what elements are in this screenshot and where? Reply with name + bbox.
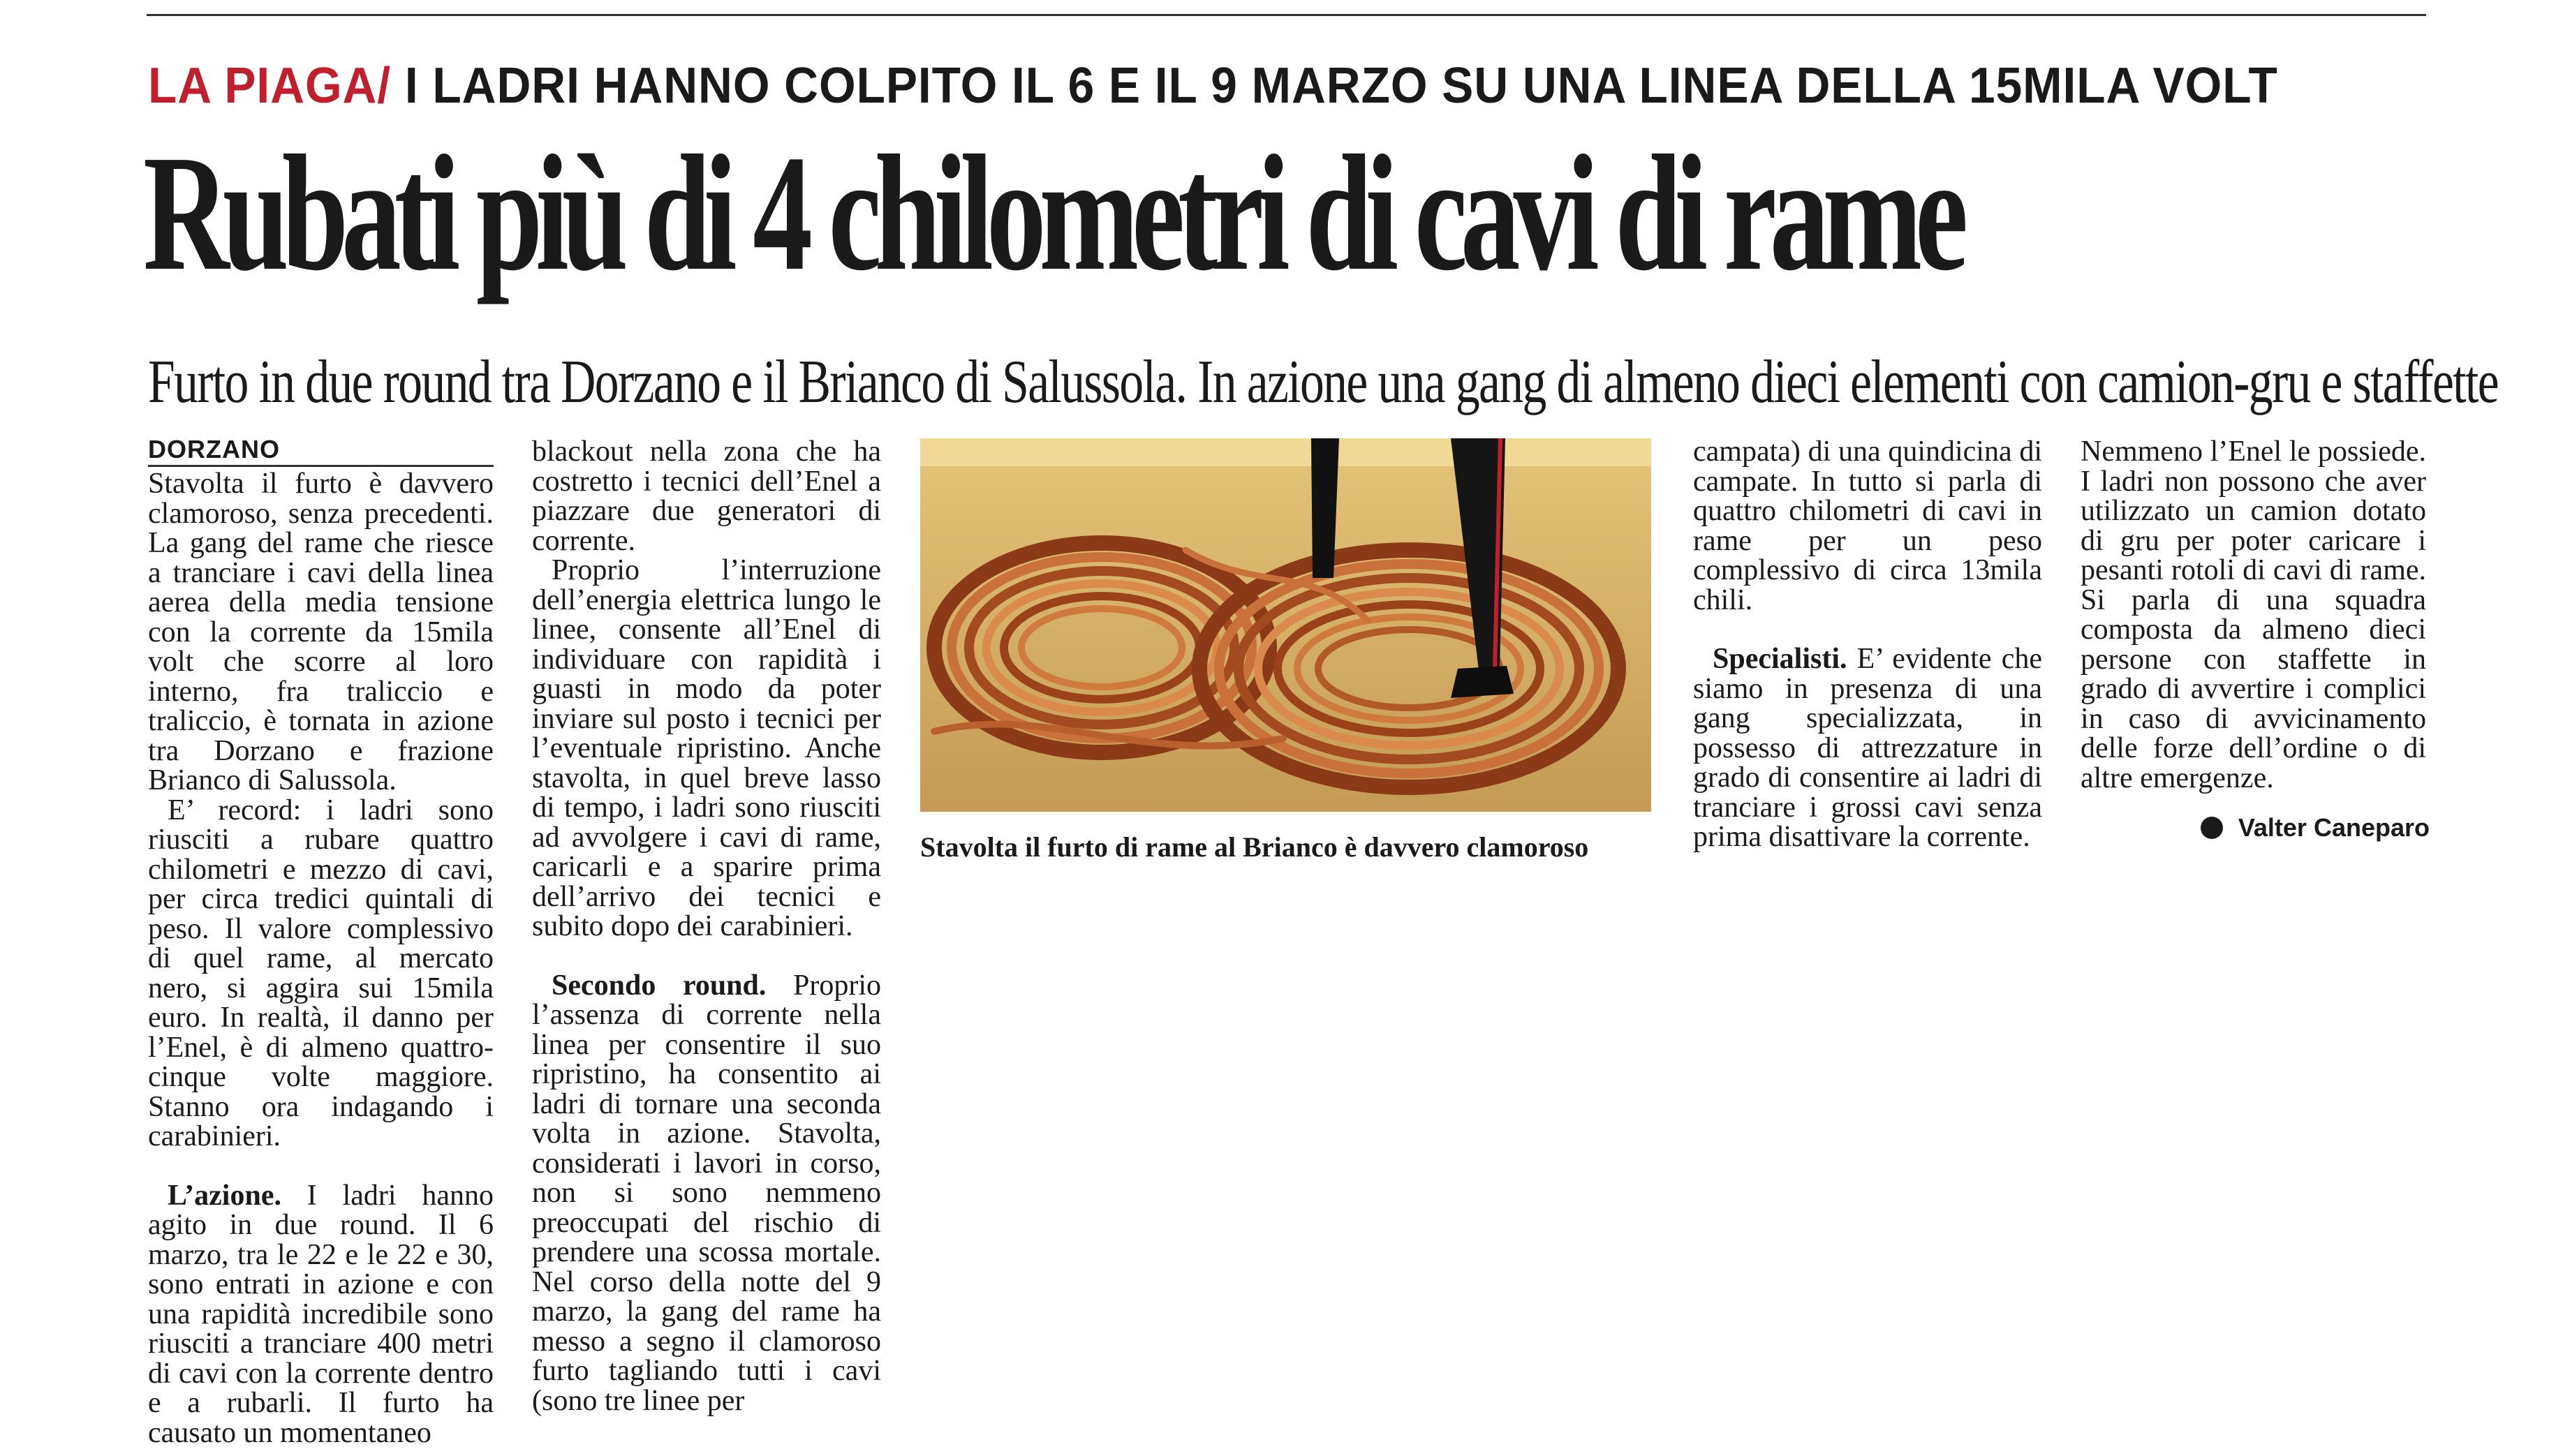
headline: Rubati più di 4 chilometri di cavi di rame [143, 121, 1962, 305]
paragraph: Nemmeno l’Enel le possiede. I ladri non possono che aver utilizzato un camion dotato di gru per poter caricare i pesanti rotoli di cavi di rame. Si parla di una squadra composta da almeno dieci persone con staffette in grado di avvertire i complici in caso di avvicinamento delle forze dell’ordine o di altre emergenze. [2081, 436, 2426, 794]
paragraph-text: E’ evidente che siamo in presenza di una gang specializzata, in possesso di attrezzature in grado di consentire ai ladri di tranciare i grossi cavi senza prima disattivare la corrente. [1693, 643, 2042, 853]
article-column-1 [148, 469, 494, 1448]
paragraph: campata) di una quindicina di campate. In tutto si parla di quattro chilometri di cavi in rame per un peso complessivo di circa 13mila chili. [1693, 436, 2042, 616]
paragraph [148, 1181, 494, 1448]
copper-coils-illustration [920, 438, 1651, 812]
dateline: DORZANO [148, 434, 494, 467]
photo-caption: Stavolta il furto di rame al Brianco è davvero clamoroso [920, 831, 1589, 863]
bullet-dot-icon [2201, 817, 2223, 839]
article-column-5 [2081, 437, 2426, 793]
byline [2199, 812, 2430, 844]
kicker [148, 54, 2278, 117]
top-rule [147, 14, 2426, 16]
paragraph: Proprio l’interruzione dell’energia elettrica lungo le linee, consente all’Enel di individuare con rapidità i guasti in modo da poter inviare sul posto i tecnici per l’eventuale ripristino. Anche stavolta, in quel breve lasso di tempo, i ladri sono riusciti ad avvolgere i cavi di rame, caricarli e a sparire prima dell’arrivo dei tecnici e subito dopo dei carabinieri. [532, 554, 881, 942]
paragraph-text: Proprio l’assenza di corrente nella linea per consentire il suo ripristino, ha consentito ai ladri di tornare una seconda volta in azione. Stavolta, considerati i lavori in corso, non si sono nemmeno preoccupati del rischio di prendere una scossa mortale. Nel corso della notte del 9 marzo, la gang del rame ha messo a segno il clamoroso furto tagliando tutti i cavi (sono tre linee per [532, 969, 881, 1417]
paragraph [1693, 644, 2042, 852]
paragraph: blackout nella zona che ha costretto i tecnici dell’Enel a piazzare due generatori di corrente. [532, 436, 881, 557]
subhead: Furto in due round tra Dorzano e il Brianco di Salussola. In azione una gang di almeno dieci elementi con camion-gru e staffette [148, 348, 2498, 416]
kicker-text: I LADRI HANNO COLPITO IL 6 E IL 9 MARZO SU UNA LINEA DELLA 15MILA VOLT [391, 58, 2278, 114]
section-lead: L’azione. [168, 1179, 281, 1212]
kicker-section: LA PIAGA/ [148, 58, 392, 114]
paragraph: E’ record: i ladri sono riusciti a rubare quattro chilometri e mezzo di cavi, per circa tredici quintali di peso. Il valore complessivo di quel rame, al mercato nero, si aggira sui 15mila euro. In realtà, il danno per l’Enel, è di almeno quattro-cinque volte maggiore. Stanno ora indagando i carabinieri. [148, 794, 494, 1152]
article-column-2 [532, 437, 881, 1416]
paragraph [532, 971, 881, 1416]
section-lead: Specialisti. [1713, 643, 1847, 675]
paragraph-text: I ladri hanno agito in due round. Il 6 marzo, tra le 22 e le 22 e 30, sono entrati in azione e con una rapidità incredibile sono riusciti a tranciare 400 metri di cavi con la corrente dentro e a rubarli. Il furto ha causato un momentaneo [148, 1179, 494, 1449]
article-column-4 [1693, 437, 2042, 852]
byline-author: Valter Caneparo [2238, 813, 2430, 842]
section-lead: Secondo round. [552, 969, 767, 1002]
photo-copper-cables [920, 438, 1651, 812]
paragraph: Stavolta il furto è davvero clamoroso, senza precedenti. La gang del rame che riesce a tranciare i cavi della linea aerea della media tensione con la corrente da 15mila volt che scorre al loro interno, fra traliccio e traliccio, è tornata in azione tra Dorzano e frazione Brianco di Salussola. [148, 468, 494, 796]
